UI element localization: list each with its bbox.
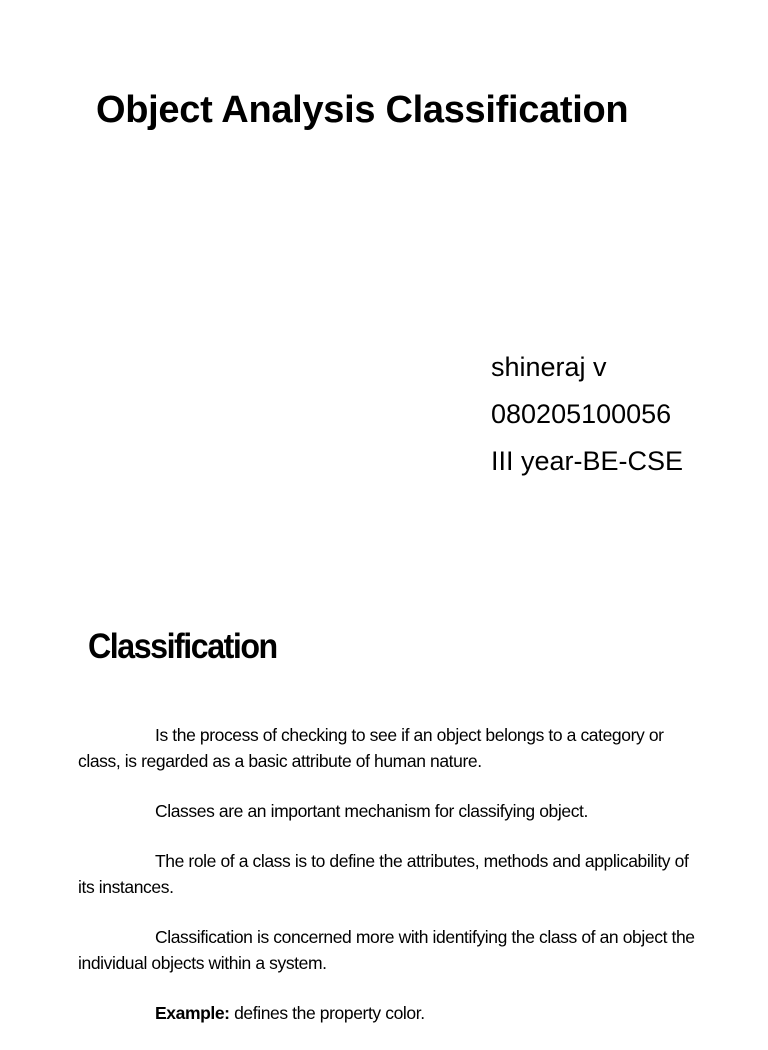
example-text: defines the property color.: [229, 1003, 425, 1023]
paragraph: Classes are an important mechanism for classifying object.: [155, 801, 588, 821]
section-body: [78, 722, 698, 1050]
paragraph: Classification is concerned more with identifying the class of an object the individual objects within a system.: [78, 927, 695, 973]
example-paragraph: [78, 1000, 698, 1026]
author-block: [491, 344, 683, 485]
roll-number: 080205100056: [491, 399, 672, 429]
page-title: Object Analysis Classification: [96, 89, 629, 131]
example-label: Example:: [155, 1003, 230, 1023]
year-course: III year-BE-CSE: [491, 446, 684, 476]
paragraph: Is the process of checking to see if an object belongs to a category or class, is regarded as a basic attribute of human nature.: [78, 725, 664, 771]
author-name: shineraj v: [491, 352, 607, 382]
paragraph: The role of a class is to define the attributes, methods and applicability of its instances.: [78, 851, 689, 897]
section-heading: Classification: [88, 627, 277, 666]
